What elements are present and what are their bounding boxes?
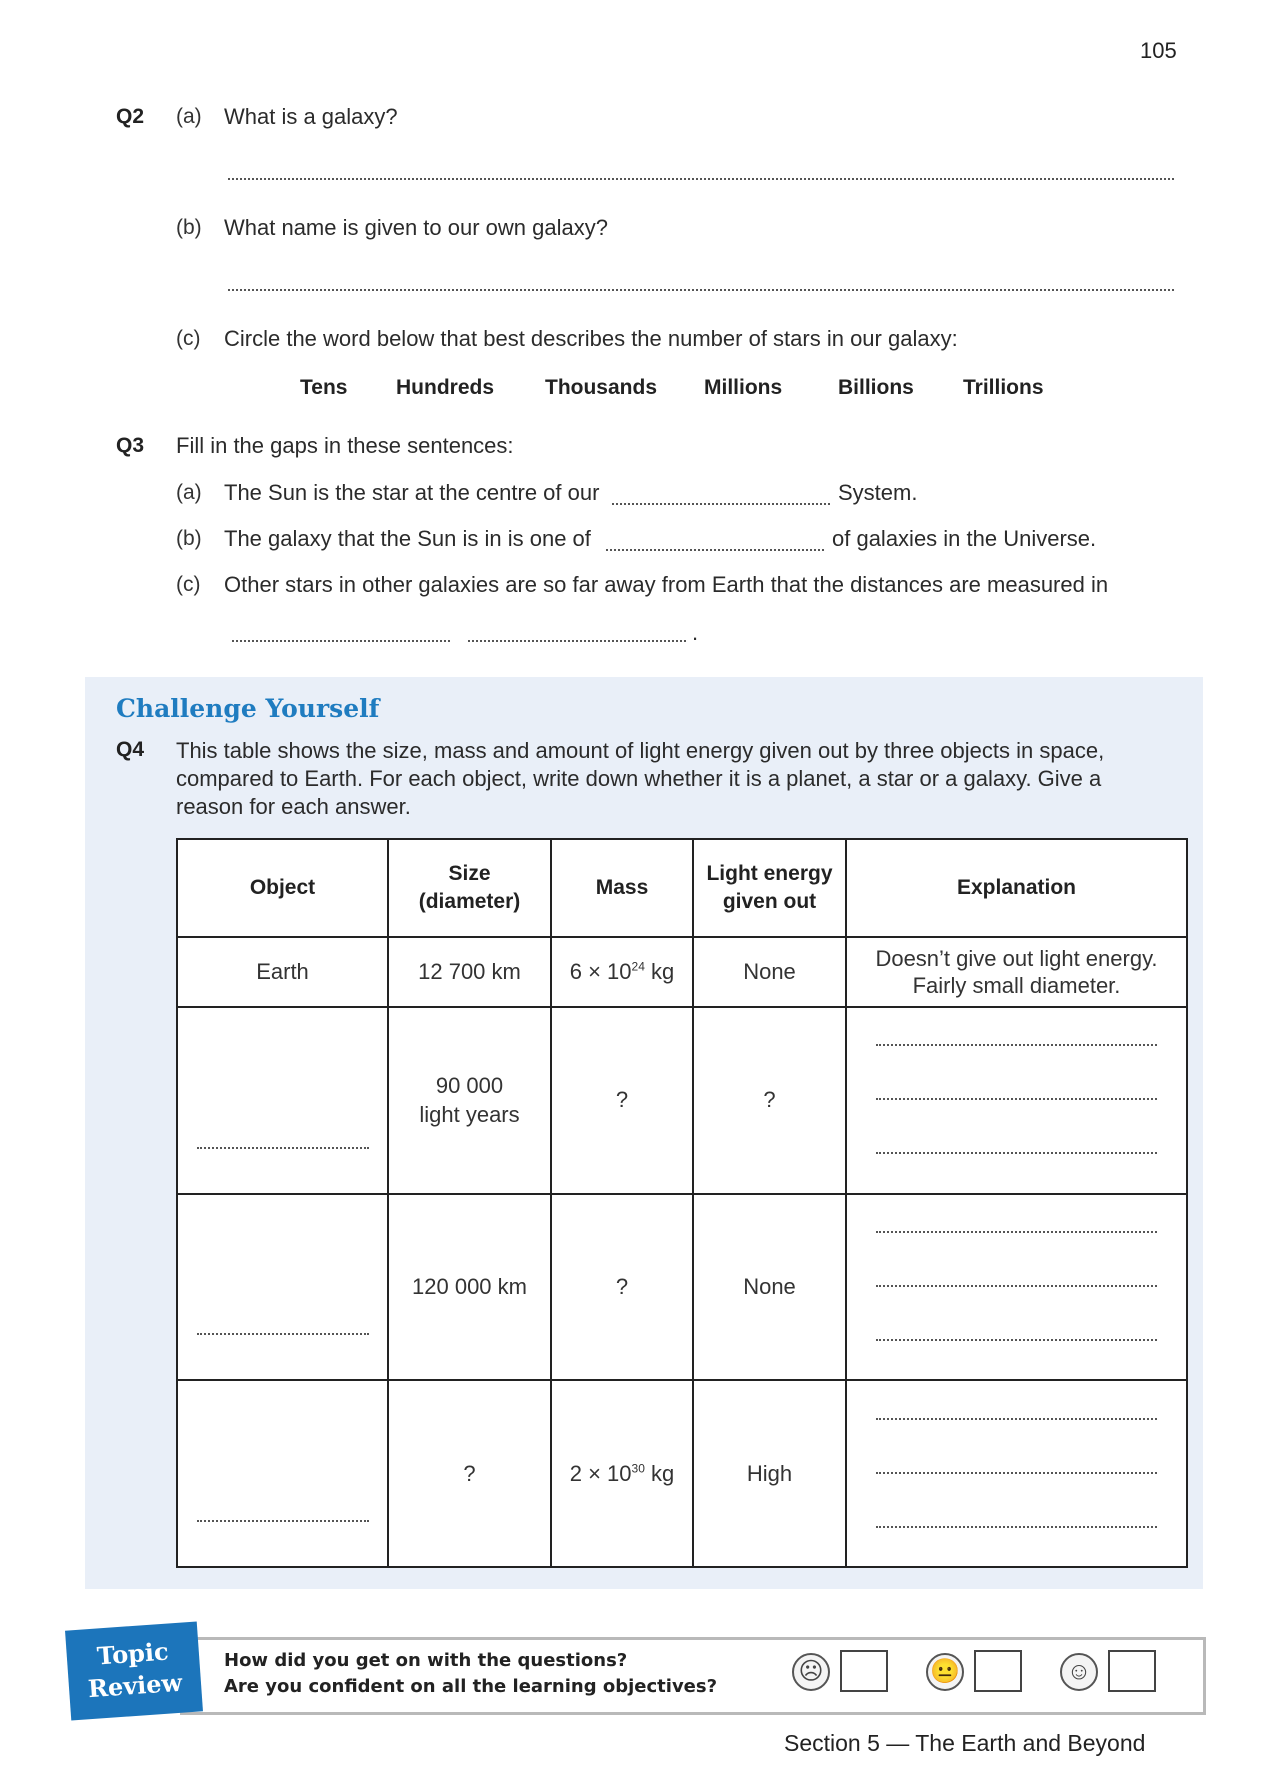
q4-line: This table shows the size, mass and amount of light energy given out by three objects in space, <box>176 738 1105 763</box>
review-question: Are you confident on all the learning objectives? <box>224 1676 718 1697</box>
header-size-line: (diameter) <box>418 890 521 913</box>
table-row <box>177 937 1187 1007</box>
q3c-letter: (c) <box>176 573 201 596</box>
option-word[interactable]: Thousands <box>545 376 658 399</box>
challenge-title: Challenge Yourself <box>116 694 380 723</box>
mass-base: 6 × 10 <box>569 959 632 984</box>
q3-label: Q3 <box>116 434 145 457</box>
mass-exponent: 30 <box>631 1461 645 1476</box>
q2c-text: Circle the word below that best describes the number of stars in our galaxy: <box>224 326 958 351</box>
q3b-blank[interactable] <box>606 549 824 551</box>
q3a-after: System. <box>838 480 918 505</box>
neutral-face-icon: 😐 <box>926 1653 964 1691</box>
cell-explanation-answer[interactable] <box>846 1007 1187 1194</box>
answer-line[interactable] <box>876 1472 1157 1474</box>
happy-face-icon: ☺ <box>1060 1653 1098 1691</box>
cell-size <box>388 1007 551 1194</box>
option-word[interactable]: Hundreds <box>396 376 495 399</box>
mass-unit: kg <box>644 959 675 984</box>
answer-line[interactable] <box>876 1526 1157 1528</box>
objects-table <box>176 838 1188 1568</box>
q3b-before: The galaxy that the Sun is in is one of <box>224 526 591 551</box>
cell-light: ? <box>693 1007 846 1194</box>
answer-line[interactable] <box>876 1152 1157 1154</box>
mass-exponent: 24 <box>631 959 645 974</box>
explanation-line: Doesn’t give out light energy. <box>875 946 1158 971</box>
sad-checkbox[interactable] <box>840 1650 888 1692</box>
cell-mass: ? <box>551 1007 693 1194</box>
section-footer: Section 5 — The Earth and Beyond <box>784 1730 1146 1756</box>
cell-size: ? <box>388 1380 551 1567</box>
cell-light: None <box>693 1194 846 1381</box>
q2a-letter: (a) <box>176 105 202 128</box>
review-question: How did you get on with the questions? <box>224 1650 628 1671</box>
header-light-line: given out <box>722 890 817 913</box>
size-line: light years <box>419 1102 520 1128</box>
happy-checkbox[interactable] <box>1108 1650 1156 1692</box>
q3a-blank[interactable] <box>612 503 830 505</box>
cell-mass: ? <box>551 1194 693 1381</box>
cell-explanation <box>846 937 1187 1007</box>
page-number: 105 <box>1140 38 1177 63</box>
q2a-answer-line[interactable] <box>228 178 1174 180</box>
q3b-after: of galaxies in the Universe. <box>832 526 1097 551</box>
q4-line: compared to Earth. For each object, write down whether it is a planet, a star or a galaxy. Give a <box>176 766 1102 791</box>
cell-mass <box>551 937 693 1007</box>
q2b-text: What name is given to our own galaxy? <box>224 215 608 240</box>
header-size <box>388 839 551 937</box>
q2-label: Q2 <box>116 105 145 128</box>
answer-line[interactable] <box>876 1285 1157 1287</box>
cell-size: 12 700 km <box>388 937 551 1007</box>
q2b-answer-line[interactable] <box>228 289 1174 291</box>
answer-line[interactable] <box>876 1098 1157 1100</box>
q3c-blank-1[interactable] <box>232 640 450 642</box>
cell-mass <box>551 1380 693 1567</box>
sad-face-icon: ☹ <box>792 1653 830 1691</box>
answer-line[interactable] <box>197 1333 369 1335</box>
q2c-letter: (c) <box>176 327 201 350</box>
cell-light: High <box>693 1380 846 1567</box>
header-mass: Mass <box>551 839 693 937</box>
answer-line[interactable] <box>876 1339 1157 1341</box>
answer-line[interactable] <box>876 1231 1157 1233</box>
cell-explanation-answer[interactable] <box>846 1380 1187 1567</box>
mass-base: 2 × 10 <box>569 1460 632 1486</box>
option-word[interactable]: Millions <box>704 376 783 399</box>
cell-object-answer[interactable] <box>177 1194 388 1381</box>
review-questions <box>224 1648 717 1700</box>
cell-object-answer[interactable] <box>177 1007 388 1194</box>
badge-line: Topic <box>96 1636 170 1671</box>
explanation-line: Fairly small diameter. <box>912 973 1121 998</box>
table-row <box>177 1380 1187 1567</box>
cell-size: 120 000 km <box>388 1194 551 1381</box>
header-light-line: Light energy <box>706 862 833 885</box>
q4-label: Q4 <box>116 738 145 761</box>
table-row <box>177 1194 1187 1381</box>
q3a-letter: (a) <box>176 481 202 504</box>
table-row <box>177 1007 1187 1194</box>
q3b-letter: (b) <box>176 527 202 550</box>
q2b-letter: (b) <box>176 216 202 239</box>
cell-explanation-answer[interactable] <box>846 1194 1187 1381</box>
answer-line[interactable] <box>197 1147 369 1149</box>
answer-line[interactable] <box>876 1044 1157 1046</box>
table-header-row <box>177 839 1187 937</box>
q2a-text: What is a galaxy? <box>224 104 398 129</box>
option-word[interactable]: Tens <box>300 376 348 399</box>
q3a-before: The Sun is the star at the centre of our <box>224 480 600 505</box>
option-word[interactable]: Trillions <box>963 376 1044 399</box>
topic-review-badge <box>65 1622 203 1721</box>
header-explanation: Explanation <box>846 839 1187 937</box>
answer-line[interactable] <box>876 1418 1157 1420</box>
header-object: Object <box>177 839 388 937</box>
neutral-checkbox[interactable] <box>974 1650 1022 1692</box>
cell-light: None <box>693 937 846 1007</box>
mass-unit: kg <box>644 1460 675 1486</box>
cell-object-answer[interactable] <box>177 1380 388 1567</box>
badge-line: Review <box>87 1667 184 1704</box>
q4-text <box>176 737 1104 821</box>
q3c-end: . <box>692 620 699 645</box>
q3c-blank-2[interactable] <box>468 640 686 642</box>
cell-object: Earth <box>177 937 388 1007</box>
option-word[interactable]: Billions <box>838 376 914 399</box>
answer-line[interactable] <box>197 1520 369 1522</box>
header-size-line: Size <box>448 862 491 885</box>
size-line: 90 000 <box>435 1073 504 1099</box>
q3-intro: Fill in the gaps in these sentences: <box>176 433 514 458</box>
q3c-text: Other stars in other galaxies are so far away from Earth that the distances are measured in <box>224 572 1109 597</box>
header-light <box>693 839 846 937</box>
q4-line: reason for each answer. <box>176 794 411 819</box>
